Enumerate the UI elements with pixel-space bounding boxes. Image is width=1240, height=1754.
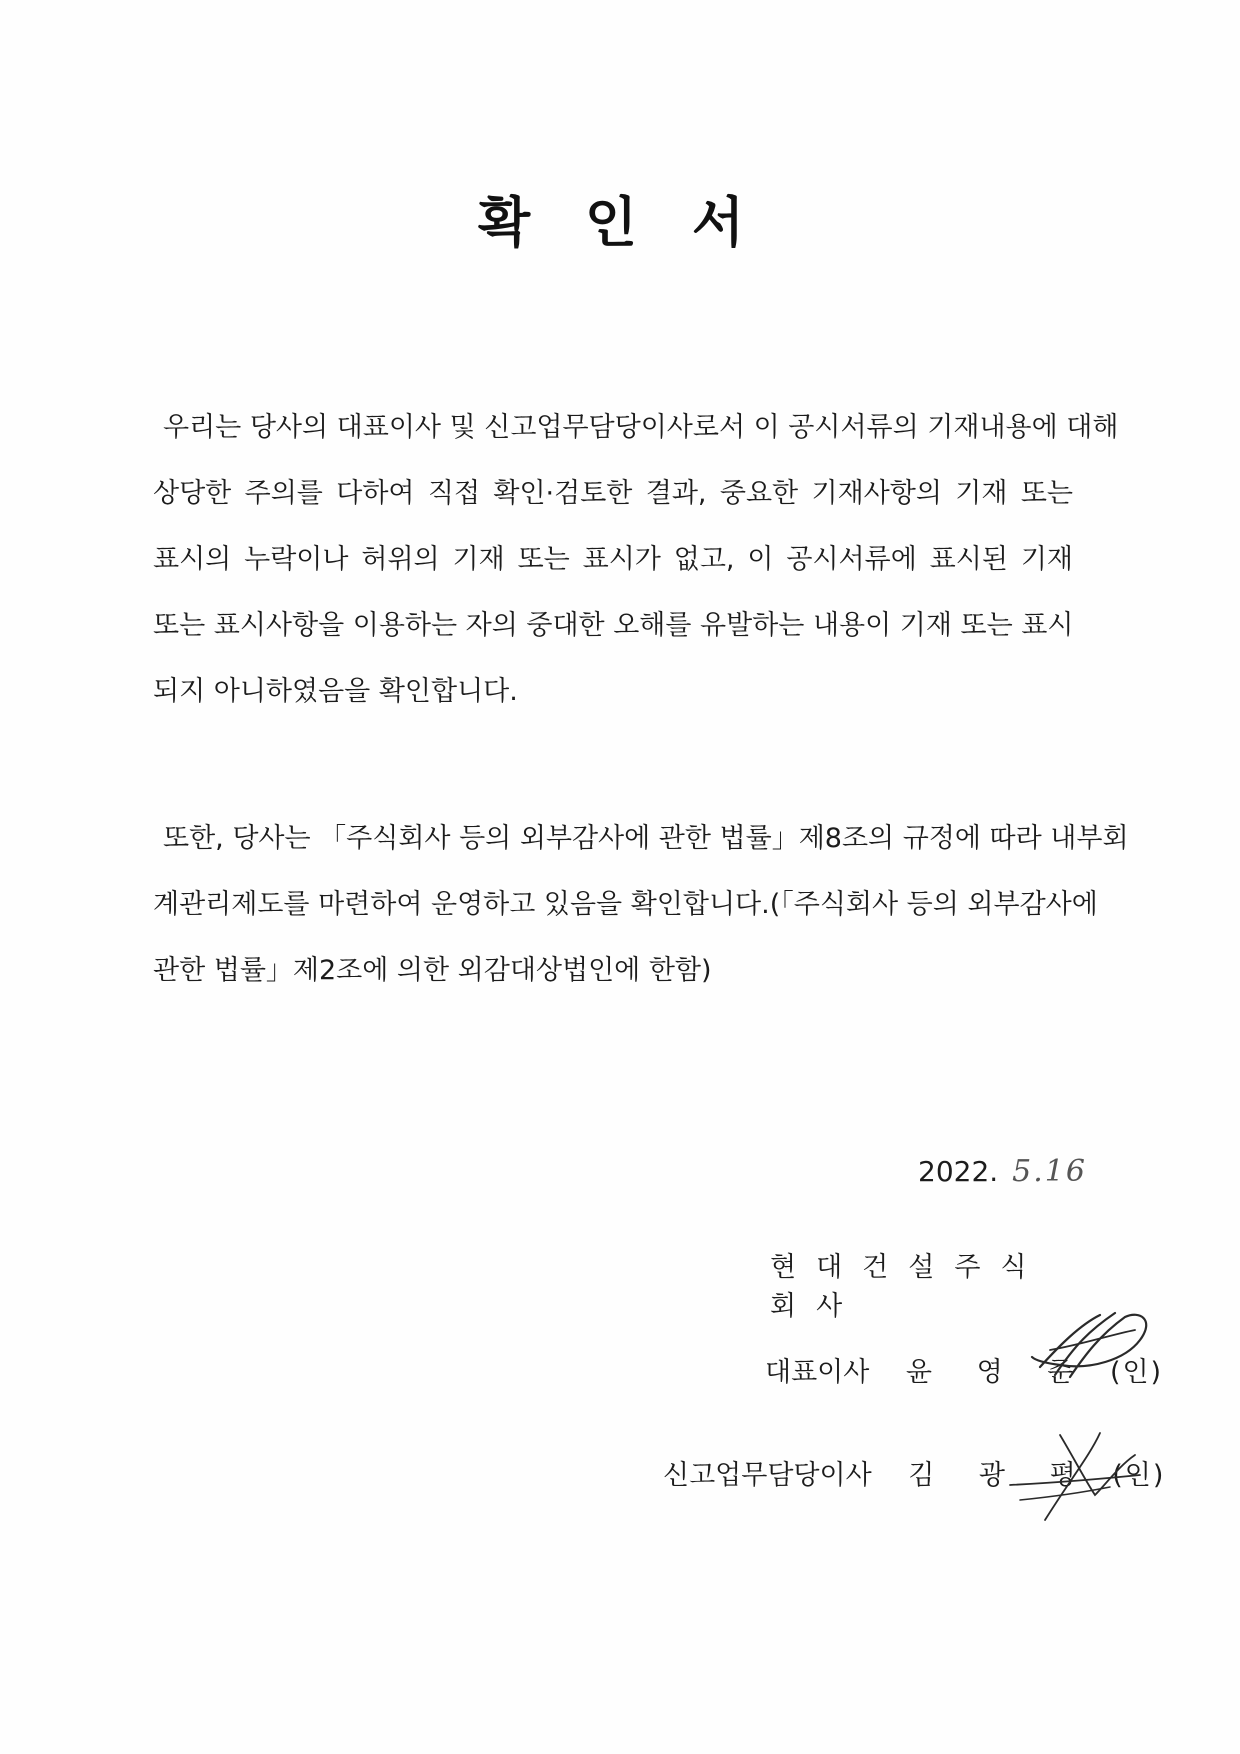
document-title: 확 인 서 [477, 191, 763, 254]
paragraph-line: 되지 아니하였음을 확인합니다. [153, 676, 518, 707]
internal-control-paragraph [153, 806, 1129, 1004]
signatory-role: 신고업무담당이사 [663, 1460, 872, 1491]
seal-mark: (인) [1112, 1460, 1166, 1491]
date-printed: 2022. [918, 1155, 999, 1188]
paragraph-line: 우리는 당사의 대표이사 및 신고업무담당이사로서 이 공시서류의 기재내용에 대해 [163, 412, 1119, 443]
confirmation-paragraph [153, 395, 1119, 725]
paragraph-line: 또는 표시사항을 이용하는 자의 중대한 오해를 유발하는 내용이 기재 또는 표시 [153, 610, 1074, 641]
paragraph-line: 표시의 누락이나 허위의 기재 또는 표시가 없고, 이 공시서류에 표시된 기재 [153, 544, 1073, 575]
signatory-name: 김 광 평 [908, 1460, 1094, 1491]
seal-mark: (인) [1109, 1357, 1164, 1388]
document-date [918, 1154, 1087, 1189]
paragraph-line: 또한, 당사는 「주식회사 등의 외부감사에 관한 법률」제8조의 규정에 따라 내부회 [163, 823, 1129, 854]
signatory-role: 대표이사 [765, 1357, 870, 1388]
paragraph-line: 상당한 주의를 다하여 직접 확인·검토한 결과, 중요한 기재사항의 기재 또는 [153, 478, 1073, 509]
paragraph-line: 계관리제도를 마련하여 운영하고 있음을 확인합니다.(「주식회사 등의 외부감사에 [153, 889, 1098, 920]
handwritten-signature-icon [1000, 1425, 1150, 1535]
company-name: 현대건설주식회사 [770, 1252, 1047, 1322]
handwritten-signature-icon [1030, 1305, 1160, 1395]
signatory-name: 윤 영 준 [905, 1357, 1092, 1388]
paragraph-line: 관한 법률」제2조에 의한 외감대상법인에 한함) [153, 955, 712, 986]
date-handwritten: 5.16 [1012, 1154, 1087, 1189]
